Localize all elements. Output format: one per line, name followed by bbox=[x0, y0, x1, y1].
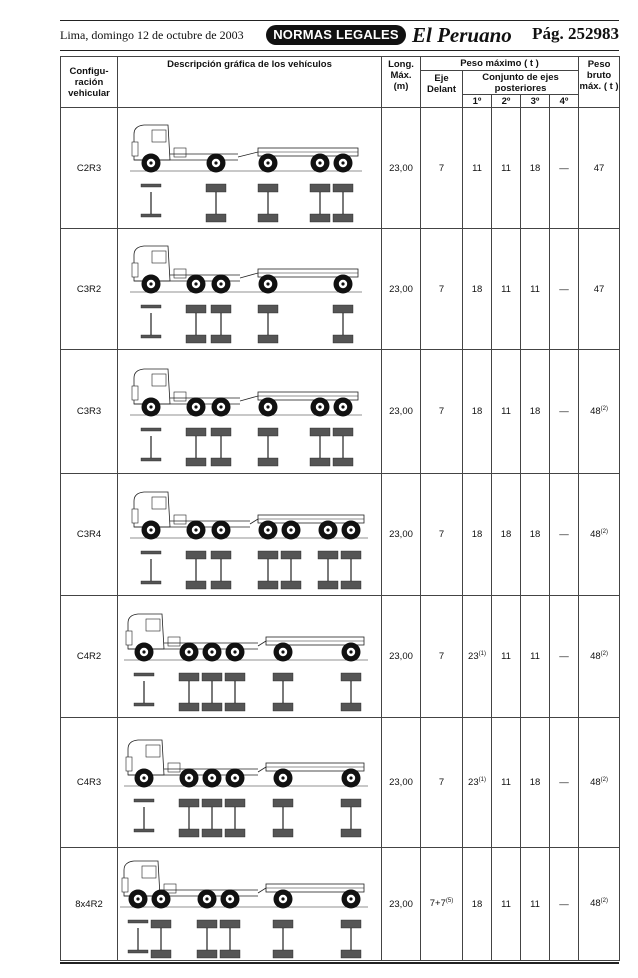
col-header-ord-4: 4º bbox=[550, 95, 579, 108]
axle-plan-3 bbox=[197, 920, 217, 958]
gross-weight-cell bbox=[579, 848, 620, 961]
axle-plan-4 bbox=[225, 673, 245, 711]
front-axle-cell bbox=[421, 718, 463, 848]
gross-weight-cell-value: 48 bbox=[590, 898, 601, 910]
gross-weight-cell-value: 48 bbox=[590, 529, 601, 541]
wheel-3 bbox=[259, 154, 278, 173]
axle-plan-3 bbox=[211, 428, 231, 466]
length-cell-value: 23,00 bbox=[389, 529, 413, 540]
vehicle-diagram bbox=[118, 727, 382, 839]
rear-axle-2-cell bbox=[492, 718, 521, 848]
footnote-ref: (2) bbox=[600, 528, 609, 535]
rear-axle-2-cell-value: 11 bbox=[501, 777, 511, 788]
axle-plan-6 bbox=[341, 920, 361, 958]
rear-axle-3-cell-value: 11 bbox=[530, 283, 540, 295]
length-cell-value: 23,00 bbox=[389, 651, 413, 662]
axle-plan-1 bbox=[134, 799, 154, 832]
axle-plan-4 bbox=[310, 184, 330, 222]
gross-weight-cell bbox=[579, 474, 620, 596]
wheel-2 bbox=[187, 397, 206, 416]
gross-weight-cell-value: 48 bbox=[590, 651, 601, 663]
axle-plan-5 bbox=[310, 428, 330, 466]
wheel-6 bbox=[342, 768, 361, 787]
rear-axle-2-cell-value: 11 bbox=[501, 406, 511, 417]
axle-plan-3 bbox=[202, 799, 222, 837]
front-axle-cell-value: 7 bbox=[438, 777, 445, 788]
wheel-7 bbox=[342, 520, 361, 539]
front-axle-cell bbox=[421, 474, 463, 596]
wheel-5 bbox=[274, 890, 293, 909]
axle-plan-3 bbox=[258, 184, 278, 222]
axle-plan-4 bbox=[258, 428, 278, 466]
gross-weight-cell bbox=[579, 350, 620, 474]
rear-axle-4-cell bbox=[550, 848, 579, 961]
axle-plan-5 bbox=[273, 673, 293, 711]
wheel-2 bbox=[187, 275, 206, 294]
rear-axle-2-cell bbox=[492, 229, 521, 350]
wheel-3 bbox=[203, 642, 222, 661]
rear-axle-3-cell-value: 18 bbox=[529, 162, 541, 174]
wheel-3 bbox=[212, 275, 231, 294]
rear-axle-4-cell bbox=[550, 596, 579, 718]
rear-axle-3-cell bbox=[521, 474, 550, 596]
table-row bbox=[61, 848, 620, 961]
rear-axle-2-cell-value: 11 bbox=[501, 162, 511, 174]
wheel-3 bbox=[203, 768, 222, 787]
config-cell bbox=[61, 718, 118, 848]
axle-plan-4 bbox=[225, 799, 245, 837]
footnote-ref: (2) bbox=[600, 776, 609, 783]
footnote-ref: (1) bbox=[478, 650, 486, 657]
table-row bbox=[61, 229, 620, 350]
wheel-1 bbox=[142, 154, 161, 173]
wheel-6 bbox=[334, 397, 353, 416]
diagram-cell bbox=[118, 350, 382, 474]
axle-plan-6 bbox=[318, 551, 338, 589]
wheel-2 bbox=[187, 520, 206, 539]
rear-axle-4-cell-value: — bbox=[559, 777, 569, 788]
table-row bbox=[61, 474, 620, 596]
rear-axle-4-cell bbox=[550, 350, 579, 474]
wheel-4 bbox=[221, 890, 240, 909]
wheel-4 bbox=[259, 275, 278, 294]
wheel-4 bbox=[259, 520, 278, 539]
col-header-max-weight: Peso máximo ( t ) bbox=[421, 57, 579, 71]
config-cell-value: C4R2 bbox=[76, 651, 102, 662]
gross-weight-cell bbox=[579, 718, 620, 848]
axle-plan-3 bbox=[202, 673, 222, 711]
wheel-4 bbox=[226, 642, 245, 661]
front-axle-cell-value: 7 bbox=[438, 529, 445, 540]
length-cell-value: 23,00 bbox=[389, 406, 413, 417]
gross-weight-cell-value: 47 bbox=[593, 162, 605, 174]
length-cell bbox=[382, 596, 421, 718]
front-axle-cell bbox=[421, 350, 463, 474]
gross-weight-cell-value: 48 bbox=[590, 406, 601, 418]
axle-plan-1 bbox=[141, 428, 161, 461]
rear-axle-2-cell-value: 18 bbox=[500, 529, 512, 540]
table-row bbox=[61, 718, 620, 848]
rear-axle-1-cell-value: 18 bbox=[471, 406, 483, 417]
wheel-1 bbox=[142, 397, 161, 416]
vehicle-diagram bbox=[118, 112, 382, 224]
axle-plan-1 bbox=[128, 920, 148, 953]
diagram-cell bbox=[118, 848, 382, 961]
rear-axle-3-cell-value: 18 bbox=[529, 777, 541, 788]
axle-plan-2 bbox=[151, 920, 171, 958]
rear-axle-4-cell-value: — bbox=[559, 651, 569, 662]
wheel-1 bbox=[135, 642, 154, 661]
front-axle-cell bbox=[421, 108, 463, 229]
diagram-cell bbox=[118, 718, 382, 848]
col-header-config: Configu- ración vehicular bbox=[61, 57, 118, 108]
rear-axle-4-cell-value: — bbox=[559, 898, 569, 910]
table-row bbox=[61, 596, 620, 718]
wheel-1 bbox=[142, 275, 161, 294]
rear-axle-3-cell-value: 11 bbox=[530, 898, 540, 910]
table-row bbox=[61, 108, 620, 229]
rear-axle-1-cell bbox=[463, 108, 492, 229]
gross-weight-cell bbox=[579, 596, 620, 718]
config-cell bbox=[61, 108, 118, 229]
diagram-cell bbox=[118, 108, 382, 229]
config-cell-value: C4R3 bbox=[76, 777, 102, 788]
length-cell bbox=[382, 108, 421, 229]
gross-weight-cell-value: 48 bbox=[590, 777, 601, 789]
wheel-6 bbox=[319, 520, 338, 539]
footnote-ref: (2) bbox=[600, 898, 609, 905]
page-header bbox=[60, 22, 619, 50]
rear-axle-2-cell-value: 11 bbox=[501, 651, 511, 662]
config-cell bbox=[61, 596, 118, 718]
wheel-2 bbox=[180, 642, 199, 661]
vehicle-diagram bbox=[118, 479, 382, 591]
rear-axle-2-cell-value: 11 bbox=[501, 283, 511, 295]
rear-axle-3-cell bbox=[521, 718, 550, 848]
header-section-badge: NORMAS LEGALES bbox=[266, 25, 406, 45]
axle-plan-1 bbox=[134, 673, 154, 706]
length-cell-value: 23,00 bbox=[389, 283, 413, 295]
axle-plan-2 bbox=[179, 799, 199, 837]
page-number: Pág. 252983 bbox=[532, 24, 619, 43]
axle-plan-5 bbox=[273, 799, 293, 837]
rear-axle-4-cell-value: — bbox=[559, 162, 569, 174]
rear-axle-2-cell bbox=[492, 108, 521, 229]
rear-axle-2-cell bbox=[492, 848, 521, 961]
rear-axle-2-cell bbox=[492, 596, 521, 718]
col-header-length: Long. Máx. (m) bbox=[382, 57, 421, 108]
wheel-4 bbox=[311, 154, 330, 173]
rear-axle-1-cell-value: 18 bbox=[471, 529, 483, 540]
rear-axle-3-cell-value: 18 bbox=[529, 406, 541, 417]
front-axle-cell bbox=[421, 848, 463, 961]
footer-rule bbox=[60, 962, 619, 964]
rear-axle-2-cell bbox=[492, 474, 521, 596]
axle-plan-2 bbox=[206, 184, 226, 222]
rear-axle-4-cell-value: — bbox=[559, 406, 569, 417]
vehicle-diagram bbox=[118, 848, 382, 960]
axle-plan-1 bbox=[141, 184, 161, 217]
axle-plan-2 bbox=[186, 305, 206, 343]
rear-axle-4-cell bbox=[550, 474, 579, 596]
rear-axle-2-cell-value: 11 bbox=[501, 898, 511, 910]
config-cell-value: C3R2 bbox=[76, 283, 102, 295]
wheel-3 bbox=[212, 397, 231, 416]
wheel-3 bbox=[212, 520, 231, 539]
wheel-5 bbox=[311, 397, 330, 416]
config-cell bbox=[61, 474, 118, 596]
axle-plan-4 bbox=[258, 305, 278, 343]
axle-plan-3 bbox=[211, 551, 231, 589]
length-cell bbox=[382, 229, 421, 350]
rear-axle-1-cell-value: 11 bbox=[472, 162, 482, 174]
front-axle-cell-value: 7 bbox=[438, 406, 445, 417]
rear-axle-4-cell bbox=[550, 718, 579, 848]
gross-weight-cell-value: 47 bbox=[593, 283, 605, 295]
rear-axle-3-cell-value: 18 bbox=[529, 529, 541, 540]
length-cell bbox=[382, 474, 421, 596]
wheel-6 bbox=[342, 890, 361, 909]
footnote-ref: (2) bbox=[600, 650, 609, 657]
config-cell-value: C3R4 bbox=[76, 529, 102, 540]
wheel-4 bbox=[226, 768, 245, 787]
axle-plan-4 bbox=[258, 551, 278, 589]
rear-axle-4-cell-value: — bbox=[559, 283, 569, 295]
wheel-5 bbox=[274, 642, 293, 661]
col-header-ord-3: 3º bbox=[521, 95, 550, 108]
rear-axle-1-cell-value: 23 bbox=[468, 777, 479, 789]
rear-axle-3-cell bbox=[521, 229, 550, 350]
wheel-1 bbox=[135, 768, 154, 787]
footnote-ref: (1) bbox=[478, 776, 486, 783]
rear-axle-1-cell bbox=[463, 229, 492, 350]
length-cell bbox=[382, 350, 421, 474]
rear-axle-1-cell-value: 23 bbox=[468, 651, 479, 663]
config-cell-value: C3R3 bbox=[76, 406, 102, 417]
footnote-ref: (2) bbox=[600, 405, 609, 412]
axle-plan-2 bbox=[186, 428, 206, 466]
front-axle-cell-value: 7+7 bbox=[429, 898, 446, 910]
col-header-front-axle: Eje Delant bbox=[421, 71, 463, 108]
wheel-3 bbox=[198, 890, 217, 909]
length-cell bbox=[382, 718, 421, 848]
rear-axle-3-cell-value: 11 bbox=[530, 651, 540, 662]
length-cell-value: 23,00 bbox=[389, 777, 413, 788]
front-axle-cell-value: 7 bbox=[438, 283, 445, 295]
vehicle-weights-table bbox=[60, 56, 620, 961]
config-cell bbox=[61, 848, 118, 961]
front-axle-cell bbox=[421, 229, 463, 350]
rear-axle-3-cell bbox=[521, 350, 550, 474]
config-cell-value: 8x4R2 bbox=[75, 898, 103, 910]
wheel-1 bbox=[129, 890, 148, 909]
wheel-5 bbox=[282, 520, 301, 539]
axle-plan-4 bbox=[220, 920, 240, 958]
rear-axle-1-cell bbox=[463, 596, 492, 718]
axle-plan-7 bbox=[341, 551, 361, 589]
axle-plan-2 bbox=[179, 673, 199, 711]
diagram-cell bbox=[118, 229, 382, 350]
wheel-4 bbox=[259, 397, 278, 416]
col-header-description: Descripción gráfica de los vehículos bbox=[118, 57, 382, 108]
header-date: Lima, domingo 12 de octubre de 2003 bbox=[60, 28, 244, 42]
config-cell bbox=[61, 229, 118, 350]
front-axle-cell bbox=[421, 596, 463, 718]
diagram-cell bbox=[118, 474, 382, 596]
gross-weight-cell bbox=[579, 108, 620, 229]
header-bottom-rule bbox=[60, 50, 619, 51]
length-cell bbox=[382, 848, 421, 961]
rear-axle-1-cell bbox=[463, 474, 492, 596]
vehicle-diagram bbox=[118, 233, 382, 345]
newspaper-logo: El Peruano bbox=[412, 23, 512, 47]
axle-plan-1 bbox=[141, 551, 161, 584]
footnote-ref: (5) bbox=[445, 898, 454, 905]
wheel-2 bbox=[207, 154, 226, 173]
axle-plan-5 bbox=[273, 920, 293, 958]
rear-axle-1-cell-value: 18 bbox=[471, 283, 483, 295]
axle-plan-5 bbox=[281, 551, 301, 589]
config-cell-value: C2R3 bbox=[76, 162, 102, 174]
wheel-1 bbox=[142, 520, 161, 539]
axle-plan-3 bbox=[211, 305, 231, 343]
axle-plan-6 bbox=[341, 799, 361, 837]
wheel-5 bbox=[334, 275, 353, 294]
col-header-rear-group: Conjunto de ejes posteriores bbox=[463, 71, 579, 95]
rear-axle-1-cell bbox=[463, 848, 492, 961]
wheel-6 bbox=[342, 642, 361, 661]
vehicle-diagram bbox=[118, 356, 382, 468]
axle-plan-2 bbox=[186, 551, 206, 589]
rear-axle-4-cell-value: — bbox=[559, 529, 569, 540]
col-header-ord-1: 1º bbox=[463, 95, 492, 108]
table-row bbox=[61, 350, 620, 474]
front-axle-cell-value: 7 bbox=[438, 651, 445, 662]
axle-plan-6 bbox=[333, 428, 353, 466]
axle-plan-1 bbox=[141, 305, 161, 338]
config-cell bbox=[61, 350, 118, 474]
wheel-5 bbox=[334, 154, 353, 173]
wheel-2 bbox=[180, 768, 199, 787]
rear-axle-3-cell bbox=[521, 596, 550, 718]
rear-axle-3-cell bbox=[521, 848, 550, 961]
length-cell-value: 23,00 bbox=[389, 162, 413, 174]
diagram-cell bbox=[118, 596, 382, 718]
rear-axle-1-cell bbox=[463, 350, 492, 474]
rear-axle-2-cell bbox=[492, 350, 521, 474]
front-axle-cell-value: 7 bbox=[438, 162, 445, 174]
rear-axle-1-cell-value: 18 bbox=[471, 898, 483, 910]
rear-axle-4-cell bbox=[550, 229, 579, 350]
axle-plan-5 bbox=[333, 305, 353, 343]
wheel-2 bbox=[152, 890, 171, 909]
col-header-ord-2: 2º bbox=[492, 95, 521, 108]
vehicle-diagram bbox=[118, 601, 382, 713]
length-cell-value: 23,00 bbox=[389, 898, 413, 910]
header-top-rule bbox=[60, 20, 619, 21]
rear-axle-4-cell bbox=[550, 108, 579, 229]
gross-weight-cell bbox=[579, 229, 620, 350]
rear-axle-3-cell bbox=[521, 108, 550, 229]
rear-axle-1-cell bbox=[463, 718, 492, 848]
axle-plan-5 bbox=[333, 184, 353, 222]
wheel-5 bbox=[274, 768, 293, 787]
axle-plan-6 bbox=[341, 673, 361, 711]
col-header-gross: Peso bruto máx. ( t ) bbox=[579, 57, 620, 108]
